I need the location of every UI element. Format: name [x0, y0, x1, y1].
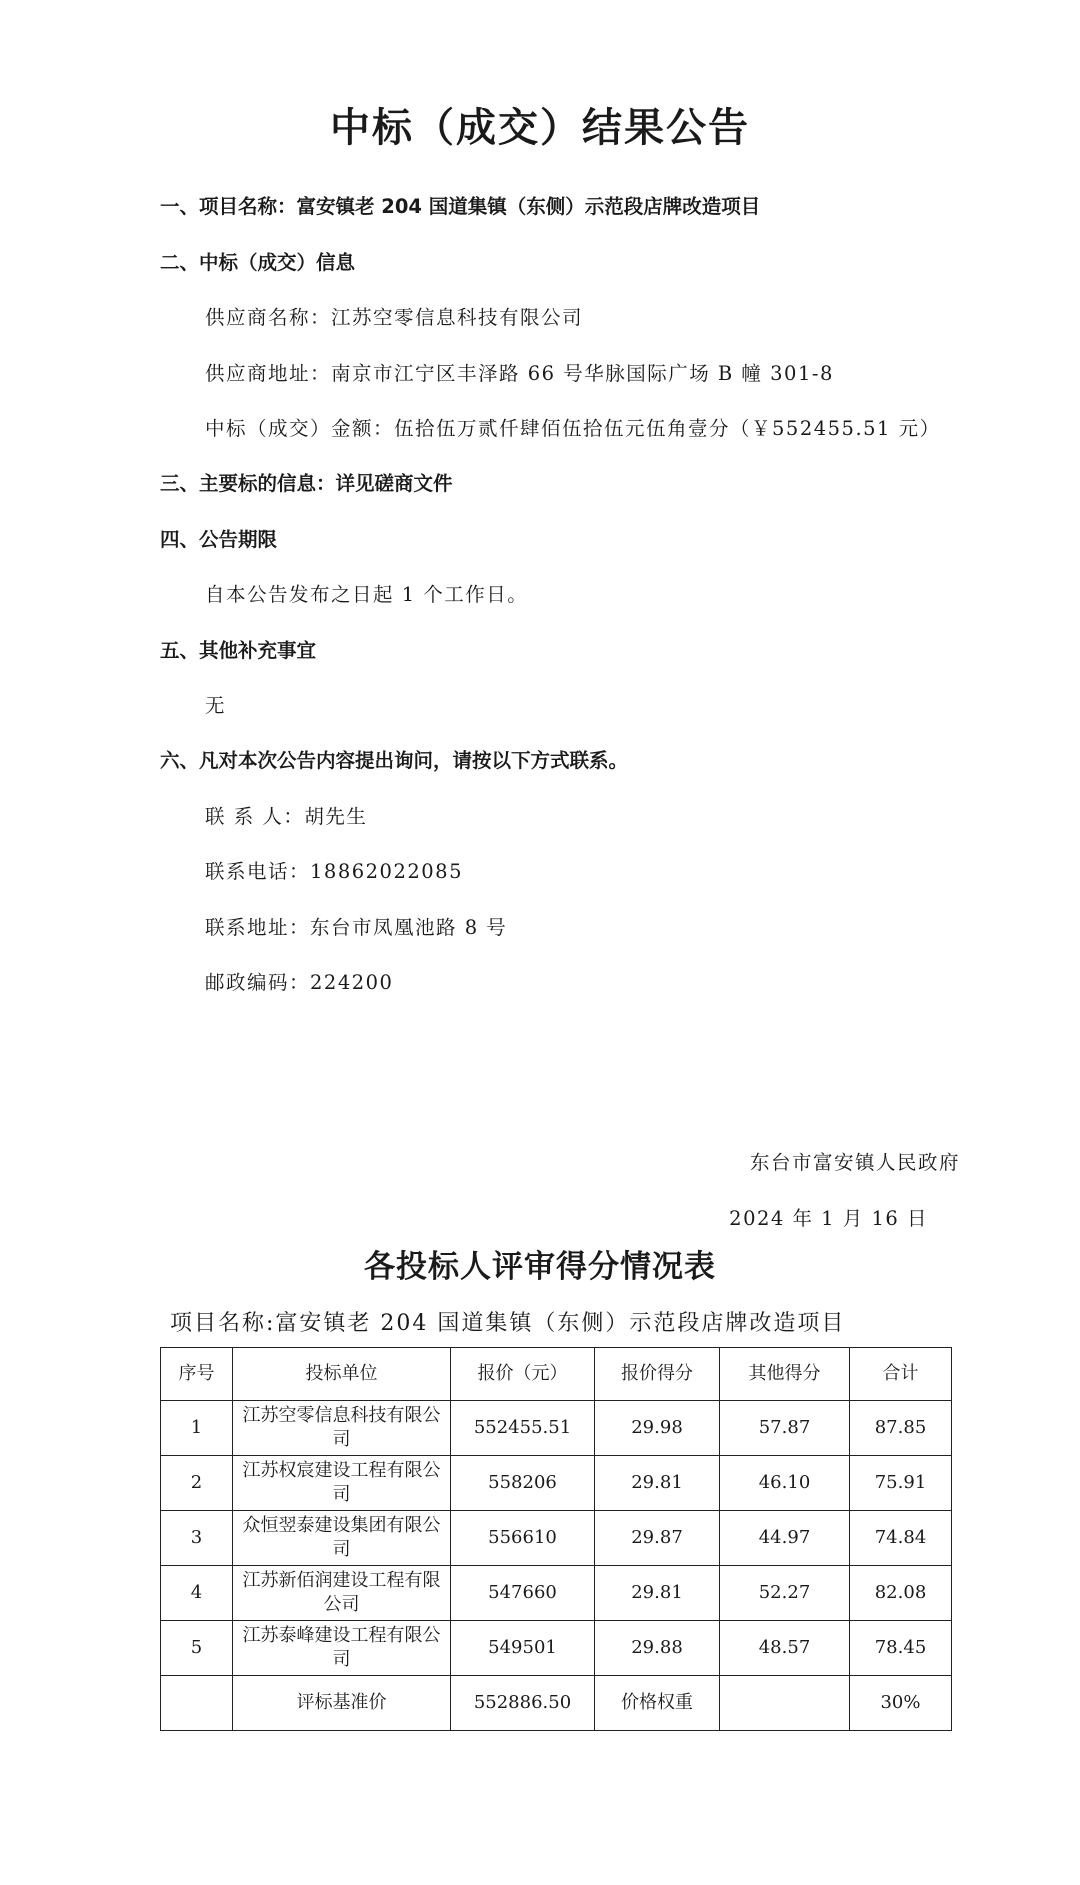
- supplier-address: 供应商地址：南京市江宁区丰泽路 66 号华脉国际广场 B 幢 301-8: [205, 362, 834, 385]
- cell-unit: 江苏权宸建设工程有限公司: [233, 1456, 451, 1511]
- cell-total: 78.45: [850, 1621, 952, 1676]
- award-amount: 中标（成交）金额：伍拾伍万贰仟肆佰伍拾伍元伍角壹分（￥552455.51 元）: [205, 417, 941, 440]
- table-row: [161, 1456, 952, 1511]
- base-price-value: 552886.50: [451, 1676, 595, 1731]
- section-main-subject: 三、主要标的信息：详见磋商文件: [160, 472, 453, 495]
- cell-other-score: 52.27: [720, 1566, 850, 1621]
- cell-unit: 众恒翌泰建设集团有限公司: [233, 1511, 451, 1566]
- cell-price-score: 29.88: [595, 1621, 720, 1676]
- score-table: [160, 1347, 952, 1731]
- section-other-matters: 五、其他补充事宜: [160, 639, 317, 662]
- cell-price-score: 29.81: [595, 1566, 720, 1621]
- contact-person: 联 系 人：胡先生: [205, 805, 368, 828]
- cell-price: 549501: [451, 1621, 595, 1676]
- signature-date: 2024 年 1 月 16 日: [729, 1207, 928, 1230]
- section-award-info: 二、中标（成交）信息: [160, 251, 356, 274]
- cell-no: 4: [161, 1566, 233, 1621]
- header-no: 序号: [161, 1348, 233, 1401]
- cell-price-score: 29.81: [595, 1456, 720, 1511]
- cell-price: 552455.51: [451, 1401, 595, 1456]
- header-total: 合计: [850, 1348, 952, 1401]
- cell-unit: 江苏泰峰建设工程有限公司: [233, 1621, 451, 1676]
- cell-empty: [161, 1676, 233, 1731]
- price-weight-label: 价格权重: [595, 1676, 720, 1731]
- notice-title: 中标（成交）结果公告: [330, 105, 750, 151]
- cell-other-score: 44.97: [720, 1511, 850, 1566]
- other-matters-text: 无: [205, 694, 227, 717]
- cell-total: 75.91: [850, 1456, 952, 1511]
- cell-other-score: 48.57: [720, 1621, 850, 1676]
- supplier-name: 供应商名称：江苏空零信息科技有限公司: [205, 306, 584, 329]
- score-table-header-row: [161, 1348, 952, 1401]
- price-weight-value: 30%: [850, 1676, 952, 1731]
- section-project-name: 一、项目名称：富安镇老 204 国道集镇（东侧）示范段店牌改造项目: [160, 195, 761, 218]
- notice-period-text: 自本公告发布之日起 1 个工作日。: [205, 583, 529, 606]
- section-notice-period: 四、公告期限: [160, 528, 278, 551]
- postal-code: 邮政编码：224200: [205, 971, 394, 994]
- header-price: 报价（元）: [451, 1348, 595, 1401]
- table-row: [161, 1566, 952, 1621]
- cell-price: 558206: [451, 1456, 595, 1511]
- cell-unit: 江苏新佰润建设工程有限公司: [233, 1566, 451, 1621]
- cell-no: 2: [161, 1456, 233, 1511]
- header-unit: 投标单位: [233, 1348, 451, 1401]
- cell-price-score: 29.87: [595, 1511, 720, 1566]
- cell-other-score: 46.10: [720, 1456, 850, 1511]
- cell-unit: 江苏空零信息科技有限公司: [233, 1401, 451, 1456]
- score-table-project: 项目名称:富安镇老 204 国道集镇（东侧）示范段店牌改造项目: [170, 1311, 846, 1336]
- cell-empty: [720, 1676, 850, 1731]
- header-price-score: 报价得分: [595, 1348, 720, 1401]
- score-table-footer-row: [161, 1676, 952, 1731]
- base-price-label: 评标基准价: [233, 1676, 451, 1731]
- contact-address: 联系地址：东台市凤凰池路 8 号: [205, 916, 508, 939]
- cell-price-score: 29.98: [595, 1401, 720, 1456]
- cell-total: 74.84: [850, 1511, 952, 1566]
- signature-org: 东台市富安镇人民政府: [749, 1151, 960, 1174]
- cell-total: 82.08: [850, 1566, 952, 1621]
- cell-no: 5: [161, 1621, 233, 1676]
- table-row: [161, 1621, 952, 1676]
- cell-no: 1: [161, 1401, 233, 1456]
- cell-price: 547660: [451, 1566, 595, 1621]
- contact-phone: 联系电话：18862022085: [205, 860, 463, 883]
- cell-no: 3: [161, 1511, 233, 1566]
- cell-total: 87.85: [850, 1401, 952, 1456]
- score-table-title: 各投标人评审得分情况表: [364, 1249, 716, 1285]
- table-row: [161, 1401, 952, 1456]
- table-row: [161, 1511, 952, 1566]
- cell-price: 556610: [451, 1511, 595, 1566]
- cell-other-score: 57.87: [720, 1401, 850, 1456]
- section-contact: 六、凡对本次公告内容提出询问，请按以下方式联系。: [160, 749, 629, 772]
- header-other-score: 其他得分: [720, 1348, 850, 1401]
